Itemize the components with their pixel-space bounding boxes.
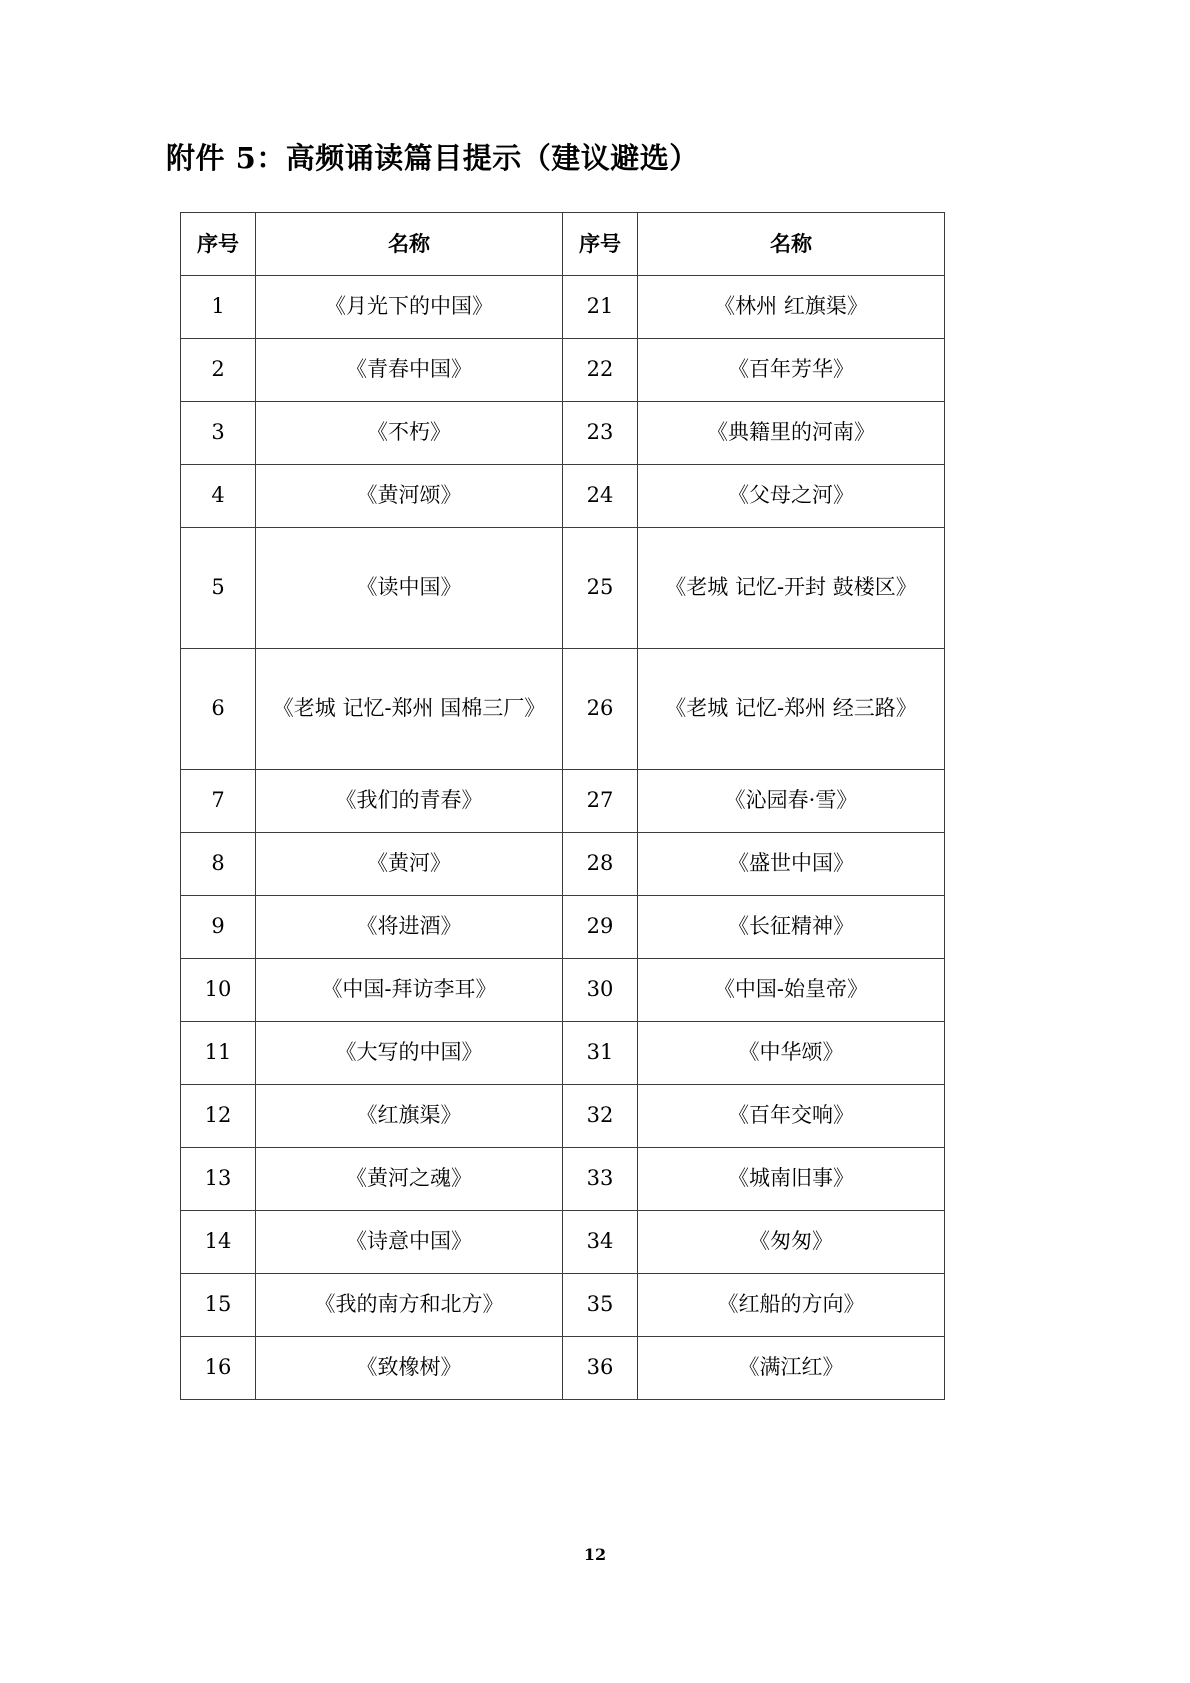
column-header-index-right: 序号 — [563, 213, 638, 276]
cell-name-left: 《中国-拜访李耳》 — [256, 959, 563, 1022]
table-row — [181, 465, 945, 528]
cell-name-left: 《青春中国》 — [256, 339, 563, 402]
cell-index-left: 3 — [181, 402, 256, 465]
table-row — [181, 649, 945, 770]
cell-name-right: 《林州 红旗渠》 — [638, 276, 945, 339]
cell-index-right: 22 — [563, 339, 638, 402]
cell-index-right: 32 — [563, 1085, 638, 1148]
cell-name-left: 《将进酒》 — [256, 896, 563, 959]
cell-index-left: 12 — [181, 1085, 256, 1148]
table-row — [181, 833, 945, 896]
cell-index-left: 2 — [181, 339, 256, 402]
cell-index-right: 35 — [563, 1274, 638, 1337]
table-row — [181, 1148, 945, 1211]
cell-name-left: 《我们的青春》 — [256, 770, 563, 833]
cell-index-left: 5 — [181, 528, 256, 649]
cell-index-right: 36 — [563, 1337, 638, 1400]
cell-index-left: 14 — [181, 1211, 256, 1274]
column-header-index-left: 序号 — [181, 213, 256, 276]
cell-name-left: 《大写的中国》 — [256, 1022, 563, 1085]
cell-index-right: 24 — [563, 465, 638, 528]
cell-index-right: 25 — [563, 528, 638, 649]
cell-name-left: 《致橡树》 — [256, 1337, 563, 1400]
cell-name-right: 《父母之河》 — [638, 465, 945, 528]
cell-index-left: 4 — [181, 465, 256, 528]
table-header-row — [181, 213, 945, 276]
cell-name-right: 《沁园春·雪》 — [638, 770, 945, 833]
table-row — [181, 528, 945, 649]
cell-name-right: 《老城 记忆-开封 鼓楼区》 — [638, 528, 945, 649]
cell-index-left: 15 — [181, 1274, 256, 1337]
cell-name-right: 《盛世中国》 — [638, 833, 945, 896]
cell-name-left: 《我的南方和北方》 — [256, 1274, 563, 1337]
table-row — [181, 1085, 945, 1148]
cell-index-left: 8 — [181, 833, 256, 896]
table-row — [181, 1337, 945, 1400]
cell-index-left: 6 — [181, 649, 256, 770]
page-number: 12 — [583, 1545, 607, 1564]
cell-name-left: 《读中国》 — [256, 528, 563, 649]
table-row — [181, 339, 945, 402]
cell-index-left: 10 — [181, 959, 256, 1022]
table-row — [181, 1022, 945, 1085]
cell-index-right: 31 — [563, 1022, 638, 1085]
cell-name-right: 《典籍里的河南》 — [638, 402, 945, 465]
cell-index-left: 16 — [181, 1337, 256, 1400]
cell-index-right: 34 — [563, 1211, 638, 1274]
cell-name-left: 《诗意中国》 — [256, 1211, 563, 1274]
table-row — [181, 896, 945, 959]
cell-name-left: 《月光下的中国》 — [256, 276, 563, 339]
page-title: 附件 5：高频诵读篇目提示（建议避选） — [166, 141, 699, 175]
cell-name-left: 《红旗渠》 — [256, 1085, 563, 1148]
cell-name-right: 《老城 记忆-郑州 经三路》 — [638, 649, 945, 770]
cell-index-left: 9 — [181, 896, 256, 959]
cell-index-right: 23 — [563, 402, 638, 465]
cell-index-left: 11 — [181, 1022, 256, 1085]
cell-index-right: 29 — [563, 896, 638, 959]
cell-index-right: 27 — [563, 770, 638, 833]
cell-index-right: 30 — [563, 959, 638, 1022]
cell-index-left: 13 — [181, 1148, 256, 1211]
cell-index-right: 21 — [563, 276, 638, 339]
cell-name-right: 《百年芳华》 — [638, 339, 945, 402]
column-header-name-left: 名称 — [256, 213, 563, 276]
cell-index-right: 28 — [563, 833, 638, 896]
cell-index-right: 33 — [563, 1148, 638, 1211]
cell-name-right: 《城南旧事》 — [638, 1148, 945, 1211]
column-header-name-right: 名称 — [638, 213, 945, 276]
cell-index-left: 1 — [181, 276, 256, 339]
table-row — [181, 276, 945, 339]
cell-name-right: 《长征精神》 — [638, 896, 945, 959]
cell-name-left: 《黄河》 — [256, 833, 563, 896]
cell-name-right: 《满江红》 — [638, 1337, 945, 1400]
recitation-list-table — [180, 212, 945, 1400]
table-row — [181, 770, 945, 833]
cell-name-left: 《黄河颂》 — [256, 465, 563, 528]
recitation-list-table-container — [180, 212, 945, 1400]
cell-name-right: 《中华颂》 — [638, 1022, 945, 1085]
cell-name-right: 《百年交响》 — [638, 1085, 945, 1148]
cell-index-left: 7 — [181, 770, 256, 833]
cell-name-right: 《红船的方向》 — [638, 1274, 945, 1337]
cell-name-left: 《老城 记忆-郑州 国棉三厂》 — [256, 649, 563, 770]
cell-name-left: 《不朽》 — [256, 402, 563, 465]
cell-name-left: 《黄河之魂》 — [256, 1148, 563, 1211]
table-row — [181, 402, 945, 465]
cell-name-right: 《匆匆》 — [638, 1211, 945, 1274]
table-row — [181, 1274, 945, 1337]
cell-name-right: 《中国-始皇帝》 — [638, 959, 945, 1022]
cell-index-right: 26 — [563, 649, 638, 770]
table-row — [181, 959, 945, 1022]
table-row — [181, 1211, 945, 1274]
